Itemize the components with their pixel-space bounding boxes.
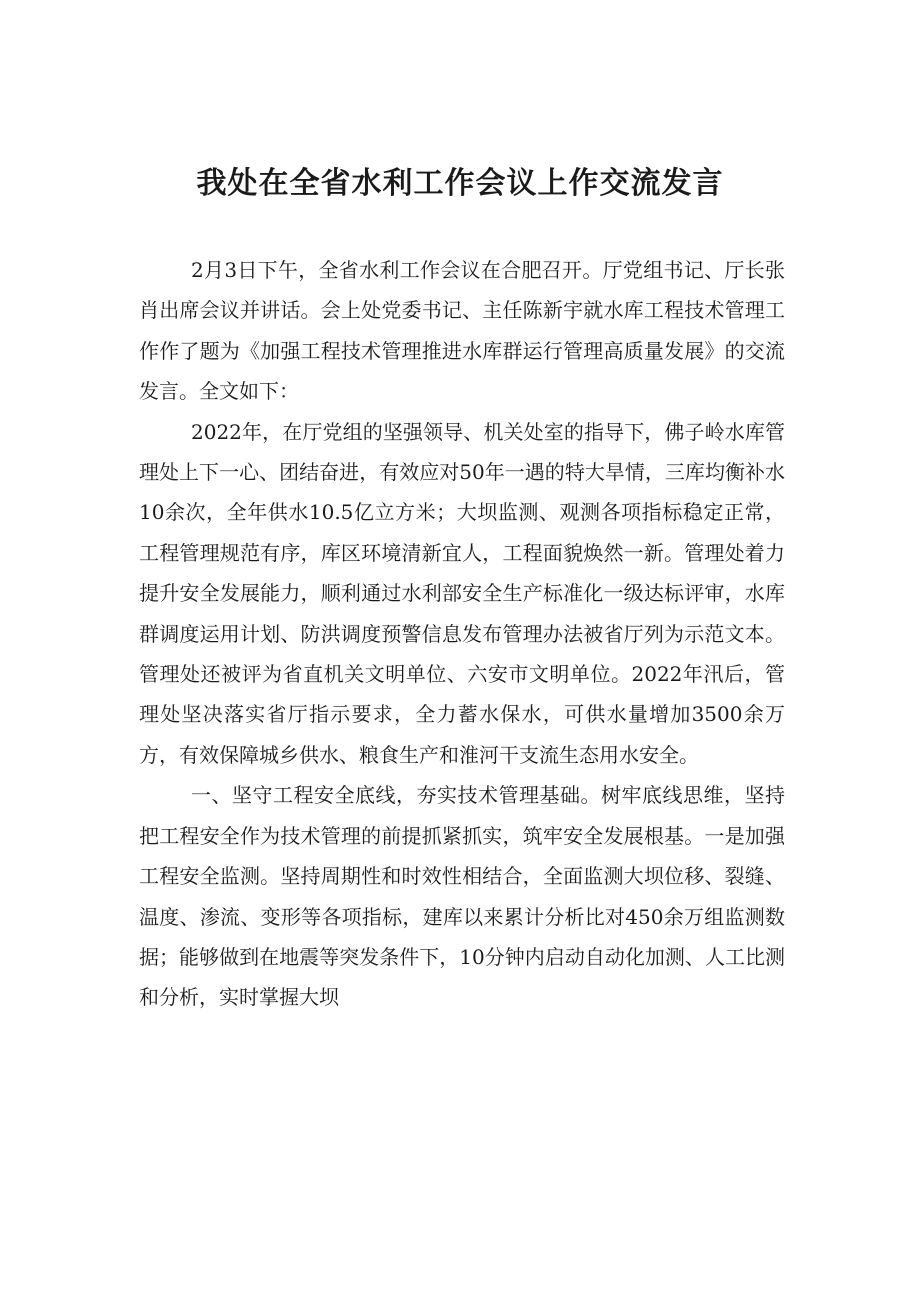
paragraph-section-one: 一、坚守工程安全底线，夯实技术管理基础。树牢底线思维，坚持把工程安全作为技术管理的前提抓紧抓实，筑牢安全发展根基。一是加强工程安全监测。坚持周期性和时效性相结合，全面监测大坝位移、裂缝、温度、渗流、变形等各项指标，建库以来累计分析比对450余万组监测数据；能够做到在地震等突发条件下，10分钟内启动自动化加测、人工比测和分析，实时掌握大坝 xyxy=(139,783,785,1010)
document-title: 我处在全省水利工作会议上作交流发言 xyxy=(196,166,724,201)
paragraph-intro: 2月3日下午，全省水利工作会议在合肥召开。厅党组书记、厅长张肖出席会议并讲话。会上处党委书记、主任陈新宇就水库工程技术管理工作作了题为《加强工程技术管理推进水库群运行管理高质量发展》的交流发言。全文如下： xyxy=(139,258,785,404)
paragraph-summary-2022: 2022年，在厅党组的坚强领导、机关处室的指导下，佛子岭水库管理处上下一心、团结奋进，有效应对50年一遇的特大旱情，三库均衡补水10余次，全年供水10.5亿立方米；大坝监测、观测各项指标稳定正常，工程管理规范有序，库区环境清新宜人，工程面貌焕然一新。管理处着力提升安全发展能力，顺利通过水利部安全生产标准化一级达标评审，水库群调度运用计划、防洪调度预警信息发布管理办法被省厅列为示范文本。管理处还被评为省直机关文明单位、六安市文明单位。2022年汛后，管理处坚决落实省厅指示要求，全力蓄水保水，可供水量增加3500余万方，有效保障城乡供水、粮食生产和淮河干支流生态用水安全。 xyxy=(139,419,785,767)
document-body xyxy=(139,250,785,1018)
